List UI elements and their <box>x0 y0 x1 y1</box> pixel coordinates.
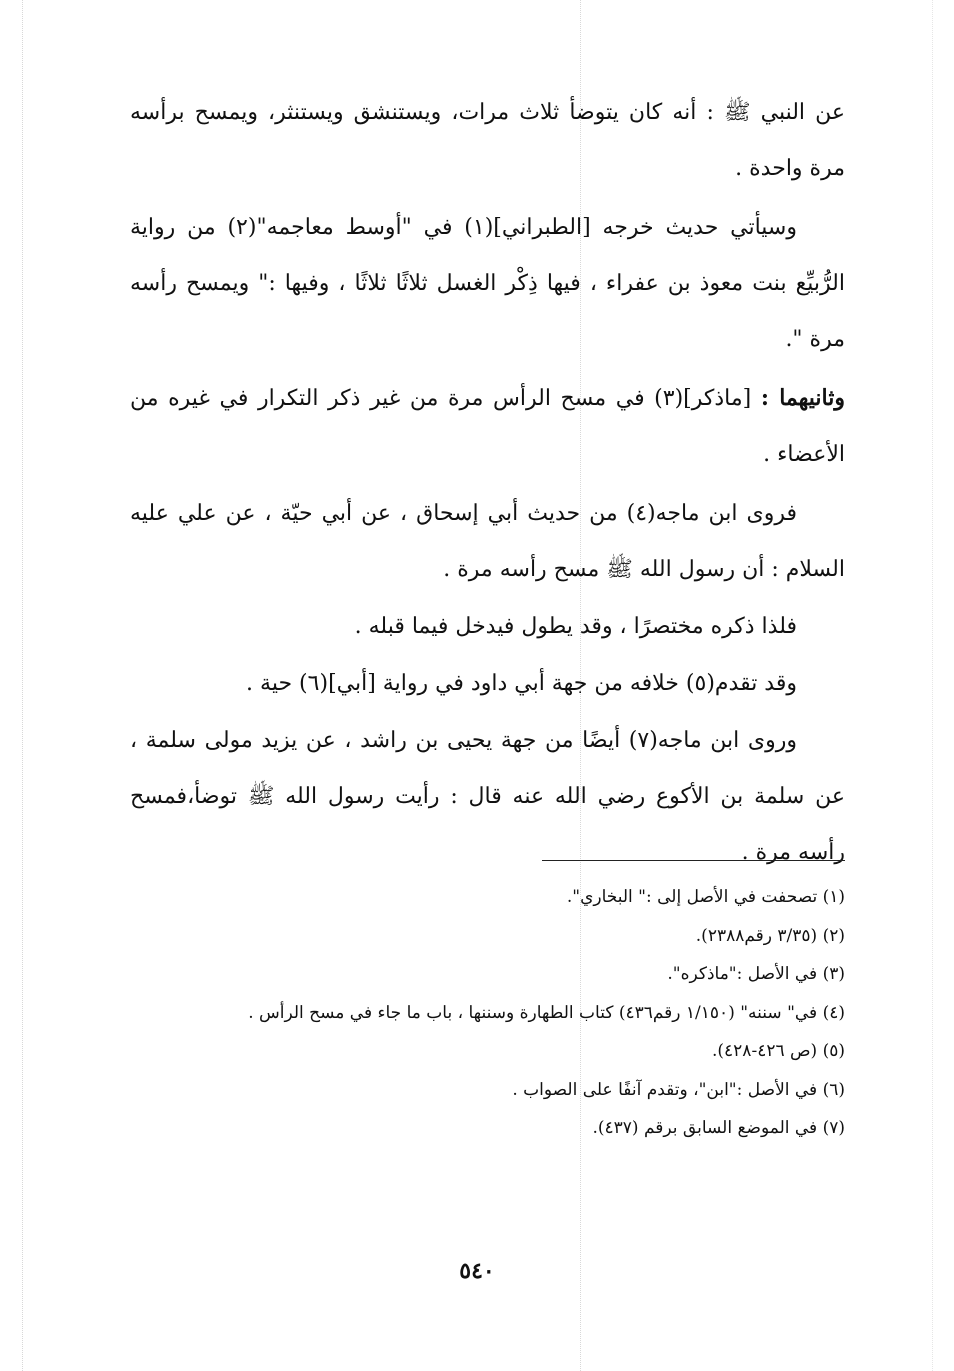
footnote-separator <box>542 860 845 861</box>
scan-artifact-line <box>22 0 23 1371</box>
footnote-5: (٥) (ص ٤٢٦-٤٢٨). <box>711 1041 845 1061</box>
footnote-2: (٢) (٣/٣٥ رقم٢٣٨٨). <box>695 925 845 946</box>
footnotes <box>130 878 845 1148</box>
footnote-3: (٣) في الأصل :"ماذكره". <box>667 964 845 984</box>
paragraph-2 <box>130 199 845 368</box>
main-text <box>130 84 845 881</box>
footnote-6: (٦) في الأصل :"ابن"، وتقدم آنفًا على الصواب . <box>512 1079 845 1100</box>
paragraph-1 <box>130 84 845 197</box>
paragraph-7 <box>130 712 845 881</box>
paragraph-text: فروى ابن ماجه(٤) من حديث أبي إسحاق ، عن أبي حيّة ، عن علي عليه السلام : أن رسول الله ﷺ مسح رأسه مرة . <box>130 501 845 582</box>
footnote-7: (٧) في الموضع السابق برقم (٤٣٧). <box>592 1118 845 1138</box>
paragraph-text: فلذا ذكره مختصرًا ، وقد يطول فيدخل فيما قبله . <box>354 614 797 639</box>
paragraph-text: عن النبي ﷺ : أنه كان يتوضأ ثلاث مرات، ويستنشق ويستنثر، ويمسح برأسه مرة واحدة . <box>130 100 845 181</box>
page-number: ٥٤٠ <box>459 1258 495 1284</box>
paragraph-text: وروى ابن ماجه(٧) أيضًا من جهة يحيى بن راشد ، عن يزيد مولى سلمة ، عن سلمة بن الأكوع رضي الله عنه قال : رأيت رسول الله ﷺ توضأ،فمسح رأسه مرة . <box>130 728 845 865</box>
paragraph-text: وسيأتي حديث خرجه [الطبراني](١) في "أوسط معاجمه"(٢) من رواية الرُّبيِّع بنت معوذ بن عفراء ، فيها ذِكْر الغسل ثلاثًا ثلاثًا ، وفيها :" ويمسح رأسه مرة ". <box>130 215 845 352</box>
paragraph-5 <box>130 598 845 655</box>
paragraph-text: وقد تقدم(٥) خلافه من جهة أبي داود في رواية [أبي](٦) حية . <box>246 671 797 696</box>
footnote-4: (٤) في" سننه" (١/١٥٠ رقم٤٣٦) كتاب الطهارة وسننها ، باب ما جاء في مسح الرأس . <box>248 1002 845 1023</box>
paragraph-3 <box>130 370 845 483</box>
footnote-1: (١) تصحفت في الأصل إلى :" البخاري". <box>566 887 845 907</box>
paragraph-text: [ماذكر](٣) في مسح الرأس مرة من غير ذكر التكرار في غيره من الأعضاء . <box>130 386 845 467</box>
paragraph-4 <box>130 485 845 598</box>
paragraph-6 <box>130 655 845 712</box>
scan-artifact-line <box>932 0 933 1371</box>
paragraph-lead: وثانيهما : <box>760 385 845 411</box>
